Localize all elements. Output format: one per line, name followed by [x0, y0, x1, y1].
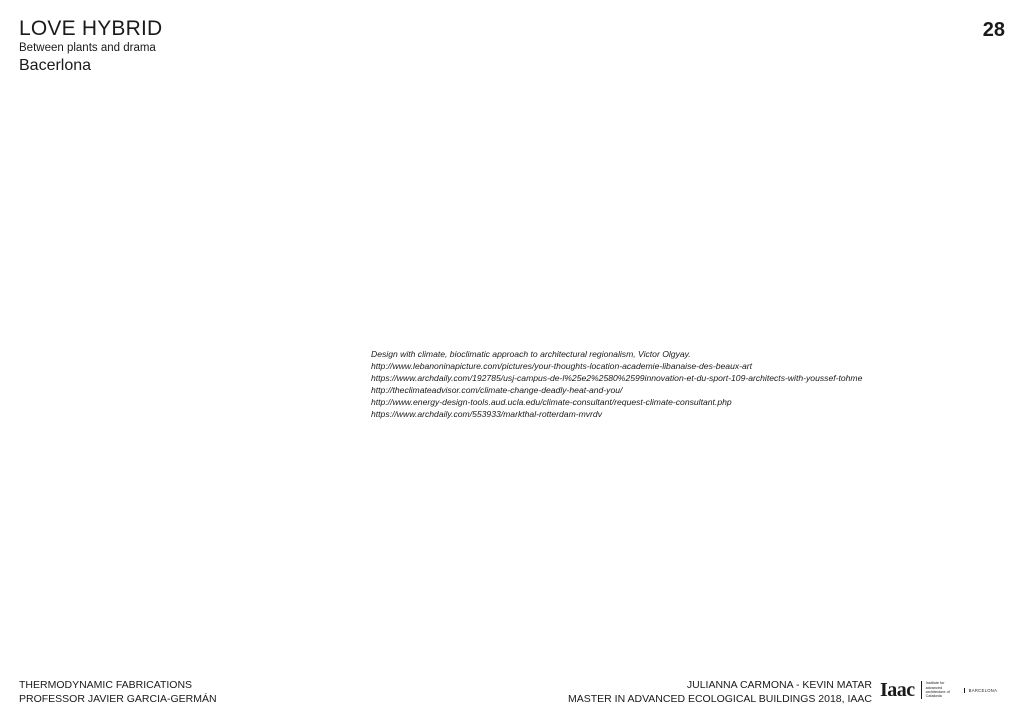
iaac-logo	[880, 680, 997, 700]
iaac-logo-text: Institute for advanced architecture of Catalonia	[921, 681, 960, 699]
professor-name: PROFESSOR JAVIER GARCIA-GERMÁN	[19, 693, 217, 705]
reference-item: Design with climate, bioclimatic approach to architectural regionalism, Victor Olgyay.	[371, 349, 691, 359]
authors-names: JULIANNA CARMONA - KEVIN MATAR	[686, 679, 872, 691]
course-name: THERMODYNAMIC FABRICATIONS	[19, 679, 193, 691]
footer-course-info	[19, 678, 217, 706]
iaac-logo-mark: Iaac	[880, 679, 915, 701]
program-name: MASTER IN ADVANCED ECOLOGICAL BUILDINGS 2018, IAAC	[567, 693, 872, 705]
page-title: LOVE HYBRID	[19, 17, 163, 40]
reference-link[interactable]: http://www.energy-design-tools.aud.ucla.edu/climate-consultant/request-climate-consultant.php	[371, 397, 732, 407]
page-subtitle: Between plants and drama	[19, 42, 156, 54]
city-label: Bacerlona	[19, 57, 92, 74]
iaac-logo-city: BARCELONA	[964, 688, 998, 693]
reference-link[interactable]: http://www.lebanoninapicture.com/pictures/your-thoughts-location-academie-libanaise-des-beaux-art	[371, 361, 753, 371]
reference-link[interactable]: https://www.archdaily.com/192785/usj-campus-de-l%25e2%2580%2599innovation-et-du-sport-109-architects-with-youssef-tohme	[371, 373, 863, 383]
reference-link[interactable]: https://www.archdaily.com/553933/markthal-rotterdam-mvrdv	[371, 409, 602, 419]
page-number: 28	[982, 19, 1005, 41]
reference-link[interactable]: http://theclimateadvisor.com/climate-change-deadly-heat-and-you/	[371, 385, 623, 395]
references-list	[371, 348, 911, 420]
footer-authors-info	[568, 678, 872, 706]
title-block	[19, 17, 162, 76]
